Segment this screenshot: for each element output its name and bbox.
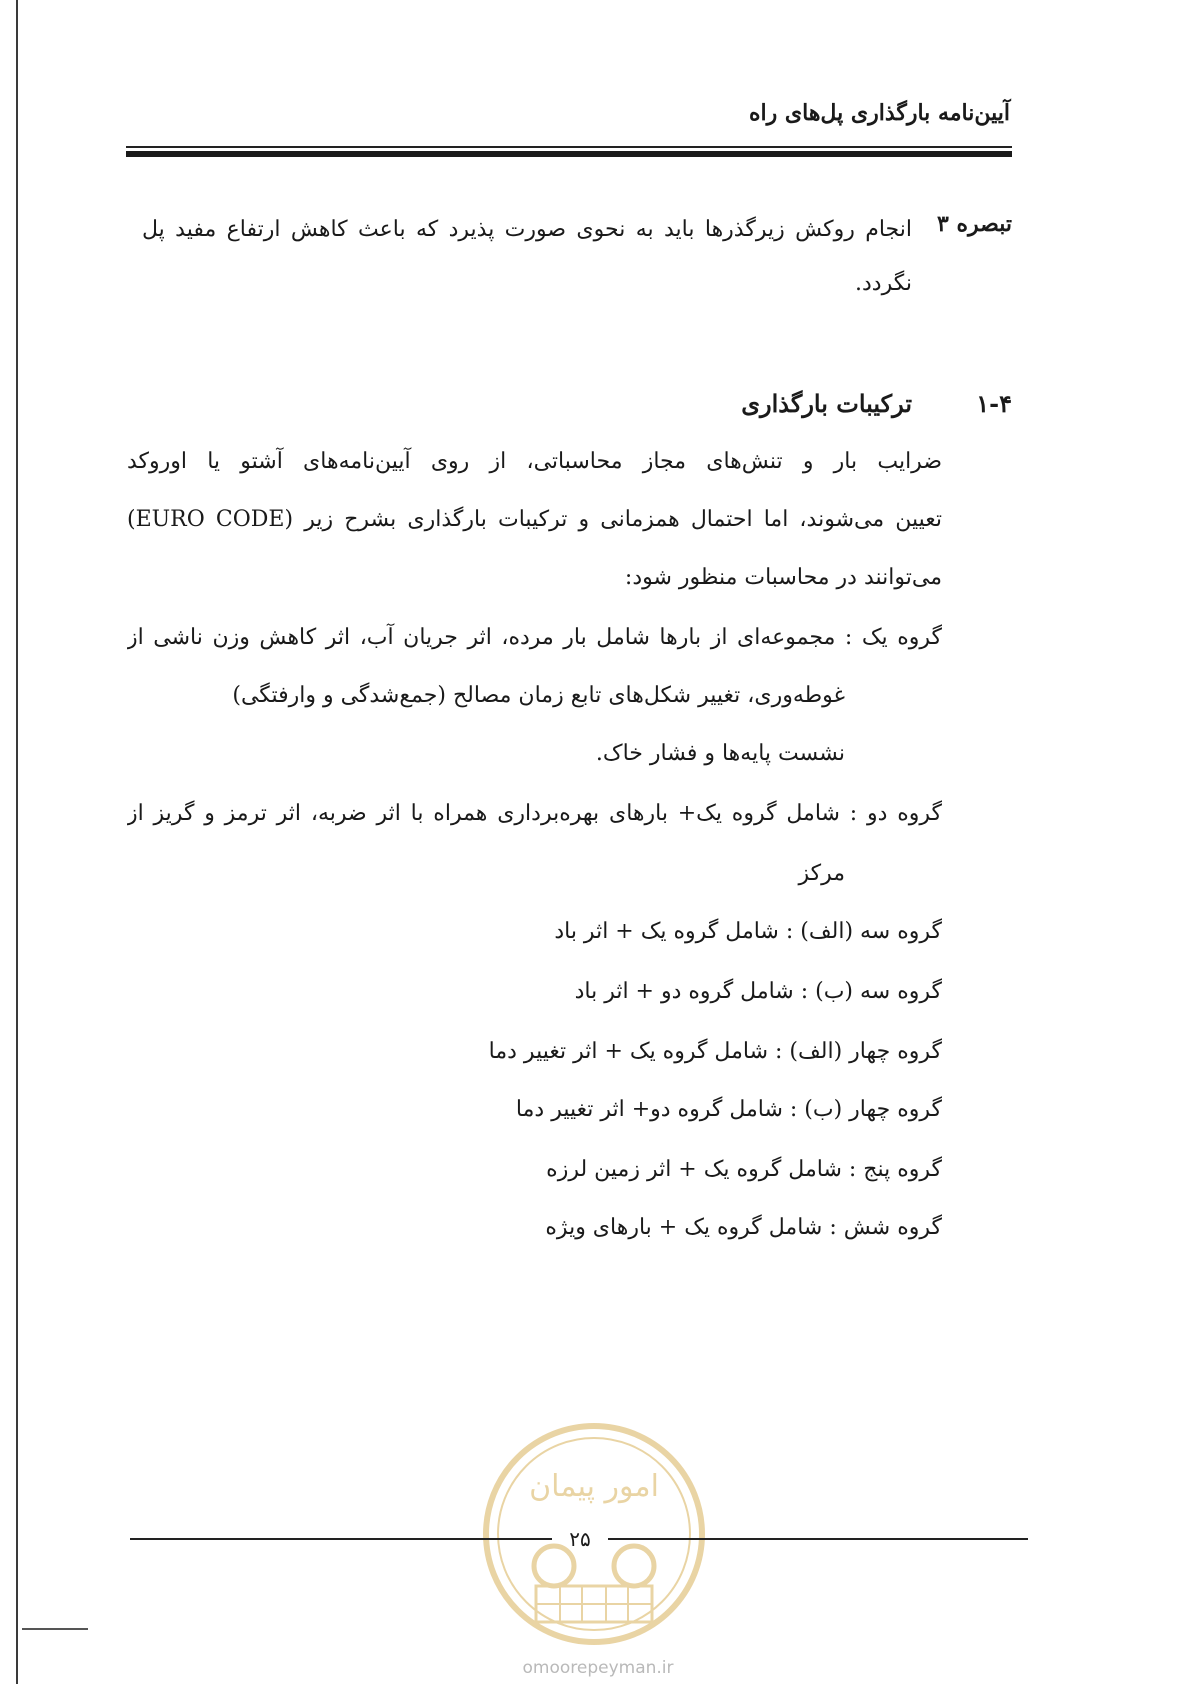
group-one-line-2: غوطه‌وری، تغییر شکل‌های تابع زمان مصالح (جمع‌شدگی و وارفتگی) [232,683,845,708]
group-four-b: گروه چهار (ب) : شامل گروه دو+ اثر تغییر دما [515,1097,942,1122]
group-one-line-3: نشست پایه‌ها و فشار خاک. [595,741,845,766]
watermark-seal-text: امور پیمان [529,1469,659,1504]
group-three-a: گروه سه (الف) : شامل گروه یک + اثر باد [554,919,942,944]
footer-rule-left [130,1538,552,1540]
group-two-line-1: گروه دو : شامل گروه یک+ بارهای بهره‌برداری همراه با اثر ضربه، اثر ترمز و گریز از [127,801,942,826]
group-six: گروه شش : شامل گروه یک + بارهای ویژه [545,1215,942,1240]
group-five: گروه پنج : شامل گروه یک + اثر زمین لرزه [546,1157,942,1182]
intro-line-1: ضرایب بار و تنش‌های مجاز محاسباتی، از روی آیین‌نامه‌های آشتو یا اوروکد [127,449,942,474]
watermark-site-text: omoorepeyman.ir [522,1658,674,1678]
group-one-line-1: گروه یک : مجموعه‌ای از بارها شامل بار مرده، اثر جریان آب، اثر کاهش وزن ناشی از [127,625,942,650]
intro-line-3: می‌توانند در محاسبات منظور شود: [624,565,942,590]
header-rule-thin [126,146,1012,148]
note-line-1: انجام روکش زیرگذرها باید به نحوی صورت پذیرد که باعث کاهش ارتفاع مفید پل [142,217,912,242]
section-title: ترکیبات بارگذاری [741,389,912,418]
footer-rule-right [608,1538,1028,1540]
note-line-2: نگردد. [855,271,912,296]
running-header-title: آیین‌نامه بارگذاری پل‌های راه [748,100,1010,126]
group-three-b: گروه سه (ب) : شامل گروه دو + اثر باد [574,979,942,1004]
group-two-line-2: مرکز [798,861,845,886]
page-number: ۲۵ [569,1527,591,1551]
intro-line-2: (EURO CODE) تعیین می‌شوند، اما احتمال همزمانی و ترکیبات بارگذاری بشرح زیر [127,507,942,532]
section-number: ۱-۴ [976,389,1012,418]
corner-mark [22,1628,88,1630]
page-binding-edge [16,0,18,1684]
note-label: تبصره ۳ [937,211,1012,237]
header-rule-thick [126,151,1012,157]
group-four-a: گروه چهار (الف) : شامل گروه یک + اثر تغییر دما [488,1039,942,1064]
